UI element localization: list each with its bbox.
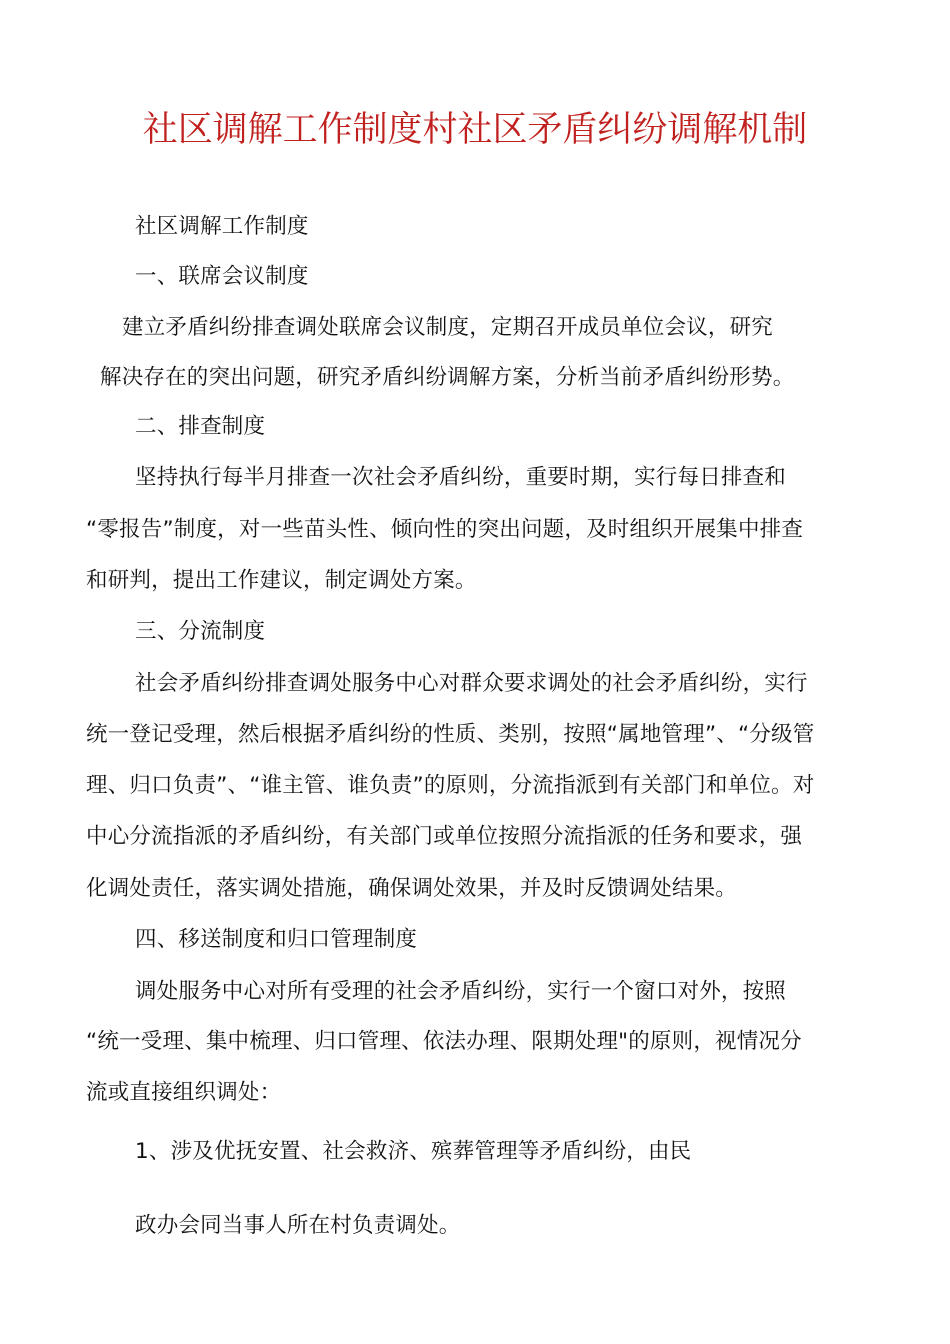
- paragraph-line: 解决存在的突出问题，研究矛盾纠纷调解方案，分析当前矛盾纠纷形势。: [100, 365, 795, 390]
- paragraph-line: “统一受理、集中梳理、归口管理、依法办理、限期处理"的原则，视情况分: [86, 1029, 802, 1054]
- paragraph-line: 统一登记受理，然后根据矛盾纠纷的性质、类别，按照“属地管理”、“分级管: [86, 722, 815, 747]
- section-heading: 一、联席会议制度: [135, 264, 309, 289]
- paragraph-line: 理、归口负责”、“谁主管、谁负责”的原则，分流指派到有关部门和单位。对: [86, 773, 815, 798]
- paragraph-line: 化调处责任，落实调处措施，确保调处效果，并及时反馈调处结果。: [86, 876, 738, 901]
- section-heading: 四、移送制度和归口管理制度: [135, 927, 418, 952]
- section-heading: 二、排查制度: [135, 414, 266, 439]
- paragraph-line: “零报告”制度，对一些苗头性、倾向性的突出问题，及时组织开展集中排查: [86, 517, 804, 542]
- paragraph-line: 建立矛盾纠纷排查调处联席会议制度，定期召开成员单位会议，研究: [122, 315, 774, 340]
- list-item: 1、涉及优抚安置、社会救济、殡葬管理等矛盾纠纷，由民: [135, 1139, 692, 1164]
- paragraph-line: 调处服务中心对所有受理的社会矛盾纠纷，实行一个窗口对外，按照: [135, 979, 787, 1004]
- section-heading: 三、分流制度: [135, 619, 266, 644]
- paragraph-line: 和研判，提出工作建议，制定调处方案。: [86, 568, 477, 593]
- paragraph-line: 流或直接组织调处：: [86, 1080, 282, 1105]
- document-title: 社区调解工作制度村社区矛盾纠纷调解机制: [142, 110, 808, 150]
- paragraph-line: 中心分流指派的矛盾纠纷，有关部门或单位按照分流指派的任务和要求，强: [86, 824, 803, 849]
- paragraph-line: 坚持执行每半月排查一次社会矛盾纠纷，重要时期，实行每日排查和: [135, 465, 787, 490]
- paragraph-line: 政办会同当事人所在村负责调处。: [135, 1213, 461, 1238]
- paragraph-line: 社会矛盾纠纷排查调处服务中心对群众要求调处的社会矛盾纠纷，实行: [135, 671, 808, 696]
- section-heading: 社区调解工作制度: [135, 214, 309, 239]
